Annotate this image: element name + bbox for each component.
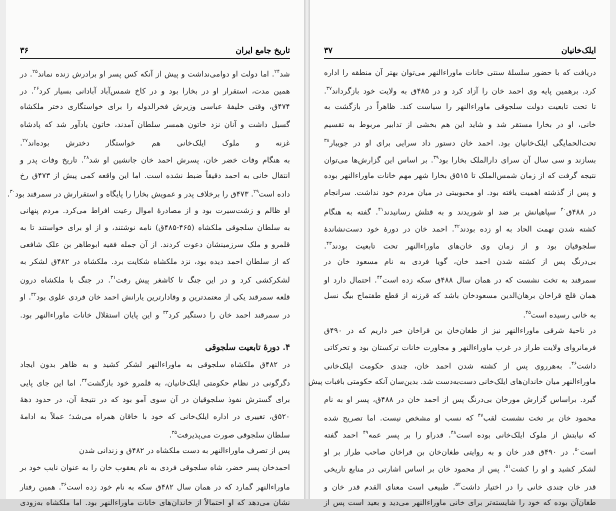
text-line: به هنگام وفات خضر خان، پسرش احمد خان جانشین او شد$^{۲۸}$. تاریخ وفات پدر و bbox=[20, 154, 290, 165]
text-line: بی‌درنگ پس از کشته شدن احمد خان، گویا فردی به نام مسعود خان در bbox=[324, 257, 596, 267]
text-line: در ۴۸۸ق$^{۴۰}$ سپاهیانش بر ضد او شوریدند و به قتلش رسانیدند$^{۴۱}$. گفته به هنگام bbox=[324, 206, 596, 217]
text-line: همین مدت، استقرار او در بخارا بود و در کاخ شمس‌آباد آبادانی بسیار کرد$^{۲۶}$. در bbox=[20, 86, 290, 96]
text-line: ۴۷۴ق، وقتی خلیفهٔ عباسی وزیرش فخرالدوله را برای خواستگاری دختر ملکشاه bbox=[20, 102, 290, 112]
text-line: قلمرو و ملک سرزمینشان دعوت کردند. از آن جمله فقیه ابوطاهر بن علک شافعی bbox=[20, 239, 290, 249]
text-line: محمود خان بر تخت نشست لقب$^{۴۷}$ که نسب او مشخص نیست. اما تصریح شده bbox=[324, 412, 597, 423]
text-line: قدر خان چندی خانی را در اختیار داشت$^{۵۲}$. طبیعی است معنای القدم قدر خان و bbox=[324, 481, 596, 492]
text-line: تحت‌الحمایگی ایلک‌خانیان بود. احمد خان دستور داد سرایی برای او در جویبار$^{۳۸}$ bbox=[324, 137, 596, 148]
text-line: کرد. برهمین پایه وی احمد خان را آزاد کرد و در ۴۸۵ق به ولایت خود بازگرداند$^{۳۷}$. bbox=[324, 86, 597, 96]
text-line: تا تحت تابعیت دولت سلجوقی ماوراءالنهر را سیاست کند. ظاهراً در بازگشت به bbox=[324, 102, 596, 112]
text-line: به خانی رسیده است$^{۴۵}$. bbox=[523, 309, 596, 320]
text-line: طغان‌آن بوده که خود را شایسته‌تر برای خانی ماوراءالنهر می‌دید و بعید است پس از bbox=[324, 497, 596, 507]
text-line: داده است$^{۲۹}$. ۴۷۳ق را برخلاف پدر و عمویش بخارا را پایگاه و استقرارش در سمرقند بود$^{۳۰}$. bbox=[7, 189, 290, 199]
left-page bbox=[6, 0, 304, 507]
text-line: ماوراءالنهر میان خاندان‌های ایلک‌خانی دست‌به‌دست شد. بدین‌سان آنکه حکومتی بافبات پیش bbox=[308, 377, 596, 387]
page-number: ۳۷ bbox=[324, 45, 333, 55]
left-page-body bbox=[7, 64, 291, 511]
text-line: همان قلچ قراخان برهان‌الدین مسعودخان باشد که قرزنه از قطع طفتماج بیگ نسل bbox=[324, 291, 596, 301]
text-line: دریافت که با حضور سلسلهٔ سنتی خانات ماوراءالنهر می‌توان بهتر آن منطقه را اداره bbox=[324, 68, 596, 77]
text-line: و پس از گذشته اهمیت یافته بود. او محبوبیتی در میان مردم خود نداشت. سرانجام bbox=[324, 188, 596, 198]
text-line: کشته شدن تهمت الحاد به او زده بودند$^{۴۲}$. احمد خان در دورهٔ خود دست‌نشاندهٔ bbox=[324, 223, 597, 234]
text-line: شد$^{۲۴}$. اما دولت او دوامی‌نداشت و پیش از آنکه کس پسر او برادرش زنده نماند$^{۲۵}$. در bbox=[20, 69, 290, 79]
text-line: در سمرقند احمد خان را دستگیر کرد$^{۳۳}$ و این پایان استقلال خانات ماوراءالنهر بود. bbox=[20, 309, 290, 320]
text-line: نشان می‌دهد که او احتمالاً از خاندان‌های خانات ماوراءالنهر بود. اما ملکشاه به‌زودی bbox=[20, 497, 290, 507]
text-line: لشکر کشید و او را کشت$^{۵۱}$. پس از محمود خان بر اساس اشارتی در منابع تاریخی bbox=[324, 464, 596, 474]
text-line: گسیل داشت و آنان نزد خاتون همسر سلطان آمدند، خاتون یادآور شد که پادشاه bbox=[20, 119, 290, 129]
text-line: بسازند و سی سال آن سرای دارالملک بخارا بود$^{۳۹}$. بر اساس این گزارش‌ها می‌توان bbox=[324, 154, 597, 165]
text-line bbox=[20, 322, 290, 339]
text-line: ۵۲۰ق، تغییری در اداره ایلک‌خانی که خود با خاقان همراه می‌شد؛ عملاً به ادامهٔ bbox=[20, 411, 290, 421]
text-line: فرمانروای ولایت طراز در غرب ماوراءالنهر و مجاورت خانات ترکستان بود و تحرکاتی bbox=[324, 343, 596, 352]
text-line: او ظالم و زشت‌سیرت بود و از مصادرهٔ اموال رعیت افراط می‌کرد. مردم پنهانی bbox=[20, 205, 290, 215]
text-line: که از سلطان احمد دیده بود، نزد ملکشاه شکایت برد. ملکشاه در ۴۸۲ق لشکر به bbox=[20, 257, 290, 267]
text-line: که نیابتش از ملوک ایلک‌خانی بوده است$^{۴۸}$. قدراو را بر پسر عمه$^{۴۹}$ احمد گفته bbox=[324, 429, 597, 440]
text-line: در ناحیهٔ شرقی ماوراءالنهر نیز از طغان‌خان بن قراخان خبر داریم که در ۴۹۰ق bbox=[324, 325, 596, 335]
page-number: ۳۶ bbox=[20, 45, 29, 55]
text-line: لشکرکشی کرد و در این جنگ تا کاشغر پیش رفت$^{۳۱}$. در جنگ با ملکشاه درون bbox=[20, 275, 290, 285]
text-line: سمرقند به تخت نشست که در همان سال ۴۸۸ق سکه زده است$^{۴۴}$. احتمال دارد او bbox=[324, 275, 596, 285]
text-line: داشت$^{۴۶}$. به‌هرروی پس از کشته شدن احمد خان، چندی حکومت ایلک‌خانی bbox=[324, 361, 596, 371]
running-title: ایلک‌خانیان bbox=[561, 45, 596, 55]
text-line: سلطان سلجوقی صورت می‌پذیرفت$^{۳۵}$. bbox=[169, 429, 290, 440]
text-line: غزنه و ملوک ایلک‌خانی هم خواستگار دخترش بوده‌اند$^{۲۷}$. bbox=[20, 137, 290, 148]
text-line: گیرد. براساس گزارش مورخان بی‌درنگ پس از احمد خان در ۴۸۸ق، پسر او به نام bbox=[324, 394, 596, 404]
text-line: خانی، او در بخارا مستقر شد و شاید این هم بخشی از تدابیر مربوط به تقسیم bbox=[324, 119, 596, 129]
text-line: به سلطان سلجوقی ملکشاه (۴۶۵-۴۸۵ق) نامه نوشتند، و از او برای خواستند تا به bbox=[20, 222, 290, 232]
text-line: قلعه سمرقند یکی از معتمدترین و وفادارترین یارانش احمد خان فردی علوی بود$^{۳۲}$. او bbox=[20, 292, 291, 302]
right-page-body bbox=[308, 64, 597, 511]
text-line: احمدخان پسر خضر، شاه سلجوقی فردی به نام یعقوب خان را به عنوان نایب خود بر bbox=[20, 463, 290, 473]
text-line: ۴. دورهٔ تابعیت سلجوقی bbox=[205, 342, 290, 352]
text-line: در ۴۸۲ق ملکشاه سلجوقی به ماوراءالنهر لشکر کشید و به ظاهر بدون ایجاد bbox=[20, 360, 291, 370]
text-line: برای گسترش نفوذ سلجوقیان در آن سوی آمو بود که در نتیجهٔ آن، در حدود دههٔ bbox=[20, 394, 290, 404]
text-line: دگرگونی در نظام حکومتی ایلک‌خانیان، به قلمرو خود بازگشت$^{۳۴}$. اما این جای پایی bbox=[20, 378, 291, 388]
right-page-header bbox=[324, 44, 596, 59]
right-page bbox=[308, 0, 610, 507]
text-line: نتیجه گرفت که از زمان شمس‌الملک تا ۵۱۵ق بخارا شهر مهم خانات ماوراءالنهر بوده bbox=[324, 171, 596, 181]
running-title: تاریخ جامع ایران bbox=[235, 45, 290, 55]
left-page-header bbox=[20, 44, 290, 59]
text-line: انتقال خانی به احمد دقیقاً ضبط نشده است. اما این واقعه کمی پیش از ۴۷۳ق رخ bbox=[20, 171, 291, 181]
text-line: ماوراءالنهر گمارد که در همان سال ۴۸۲ق سکه به نام خود زده است$^{۳۶}$. همین رفتار bbox=[20, 481, 291, 492]
text-line: است$^{۵۰}$. در ۴۹۰ق قدر خان و به روایتی طغان‌خان بن قراخان صاحب طراز بر او bbox=[324, 447, 596, 457]
text-line: پس از تصرف ماوراءالنهر به دست ملکشاه در ۴۸۲ق و زندانی شدن bbox=[78, 446, 290, 456]
text-line: سلجوقیان بود و از زمان وی خان‌های ماوراءالنهر تحت تابعیت بودند$^{۴۳}$. bbox=[324, 240, 596, 251]
